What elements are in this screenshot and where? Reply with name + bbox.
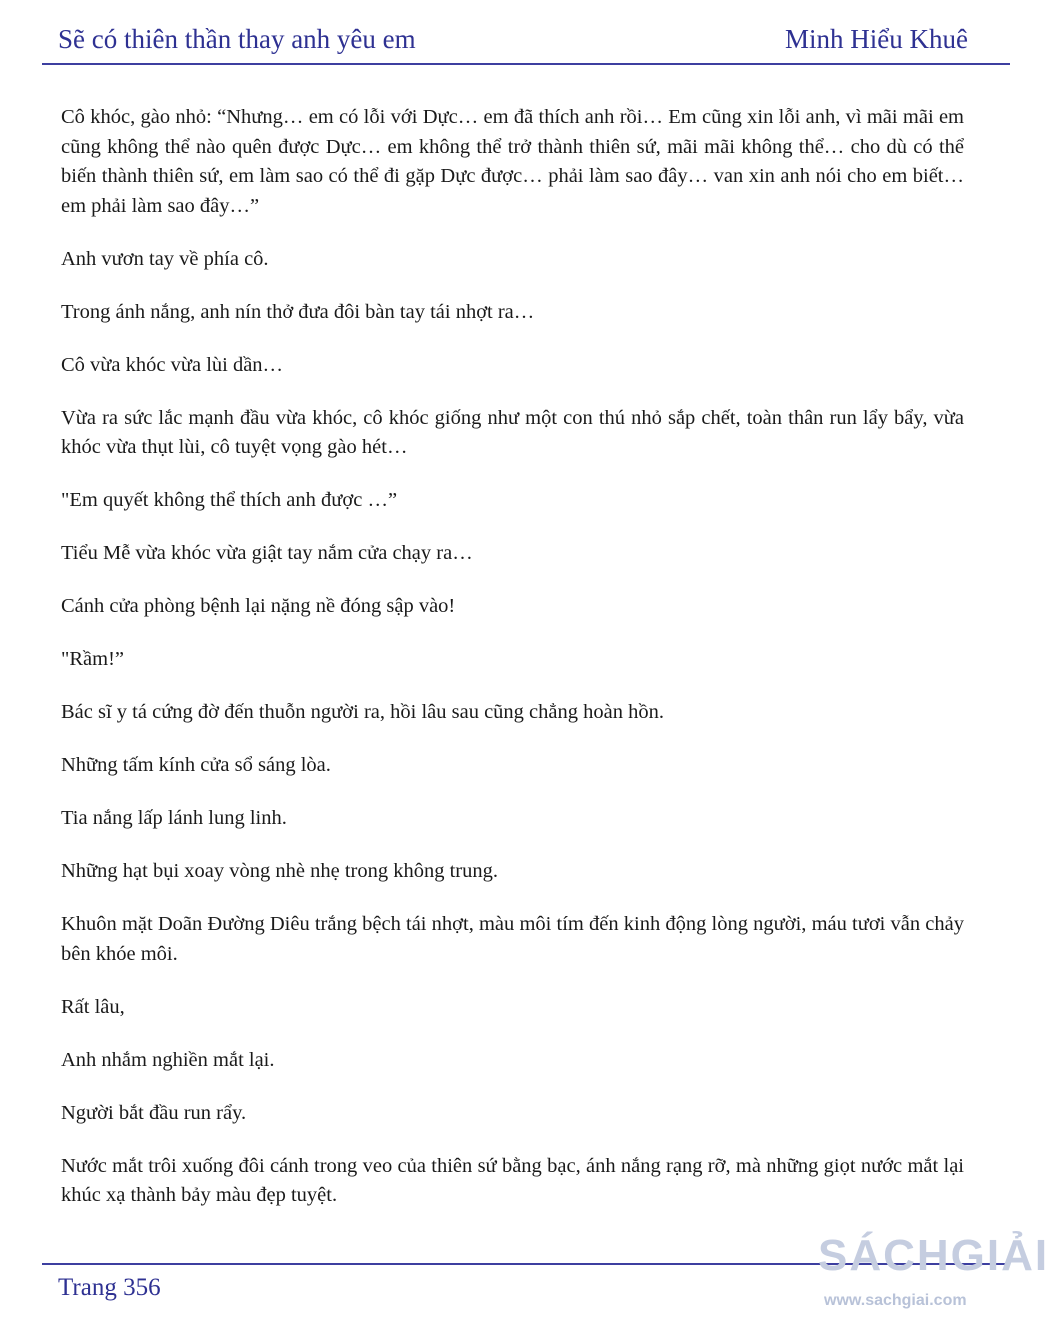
page-header — [58, 24, 968, 55]
watermark — [818, 1225, 1049, 1325]
paragraph: Vừa ra sức lắc mạnh đầu vừa khóc, cô khóc giống như một con thú nhỏ sắp chết, toàn thân run lẩy bẩy, vừa khóc vừa thụt lùi, cô tuyệt vọng gào hét… — [61, 406, 964, 458]
watermark-logo: SÁCHGIẢI — [818, 1231, 1049, 1280]
paragraph: "Em quyết không thể thích anh được …” — [61, 489, 398, 511]
paragraph: Rất lâu, — [61, 995, 125, 1018]
author-name: Minh Hiểu Khuê — [785, 24, 968, 54]
page-body — [61, 103, 964, 1234]
paragraph: Anh nhắm nghiền mắt lại. — [61, 1048, 275, 1071]
header-divider — [42, 63, 1010, 65]
paragraph: Cánh cửa phòng bệnh lại nặng nề đóng sập vào! — [61, 595, 456, 617]
watermark-url: www.sachgiai.com — [824, 1292, 967, 1309]
book-title: Sẽ có thiên thần thay anh yêu em — [58, 24, 416, 54]
paragraph: Cô khóc, gào nhỏ: “Nhưng… em có lỗi với Dực… em đã thích anh rồi… Em cũng xin lỗi anh, vì mãi mãi em cũng không thể nào quên được Dực… em không thể trở thành thiên sứ, mãi mãi không thể… cho dù có thể biến thành thiên sứ, em làm sao có thể đi gặp Dực được… phải làm sao đây… van xin anh nói cho em biết… em phải làm sao đây…” — [61, 106, 964, 217]
paragraph: Tiểu Mễ vừa khóc vừa giật tay nắm cửa chạy ra… — [61, 542, 473, 564]
paragraph: Nước mắt trôi xuống đôi cánh trong veo của thiên sứ bằng bạc, ánh nắng rạng rỡ, mà những giọt nước mắt lại khúc xạ thành bảy màu đẹp tuyệt. — [61, 1154, 964, 1206]
paragraph: "Rầm!” — [61, 648, 125, 670]
page-number: Trang 356 — [58, 1274, 161, 1301]
paragraph: Khuôn mặt Doãn Đường Diêu trắng bệch tái nhợt, màu môi tím đến kinh động lòng người, máu tươi vẫn chảy bên khóe môi. — [61, 913, 964, 965]
paragraph: Tia nắng lấp lánh lung linh. — [61, 807, 287, 829]
paragraph: Cô vừa khóc vừa lùi dần… — [61, 353, 284, 376]
paragraph: Bác sĩ y tá cứng đờ đến thuỗn người ra, hồi lâu sau cũng chẳng hoàn hồn. — [61, 701, 664, 723]
paragraph: Anh vươn tay về phía cô. — [61, 247, 269, 270]
paragraph: Những hạt bụi xoay vòng nhè nhẹ trong không trung. — [61, 860, 498, 882]
paragraph: Trong ánh nắng, anh nín thở đưa đôi bàn tay tái nhợt ra… — [61, 300, 535, 323]
paragraph: Người bắt đầu run rẩy. — [61, 1101, 247, 1124]
paragraph: Những tấm kính cửa sổ sáng lòa. — [61, 754, 331, 776]
